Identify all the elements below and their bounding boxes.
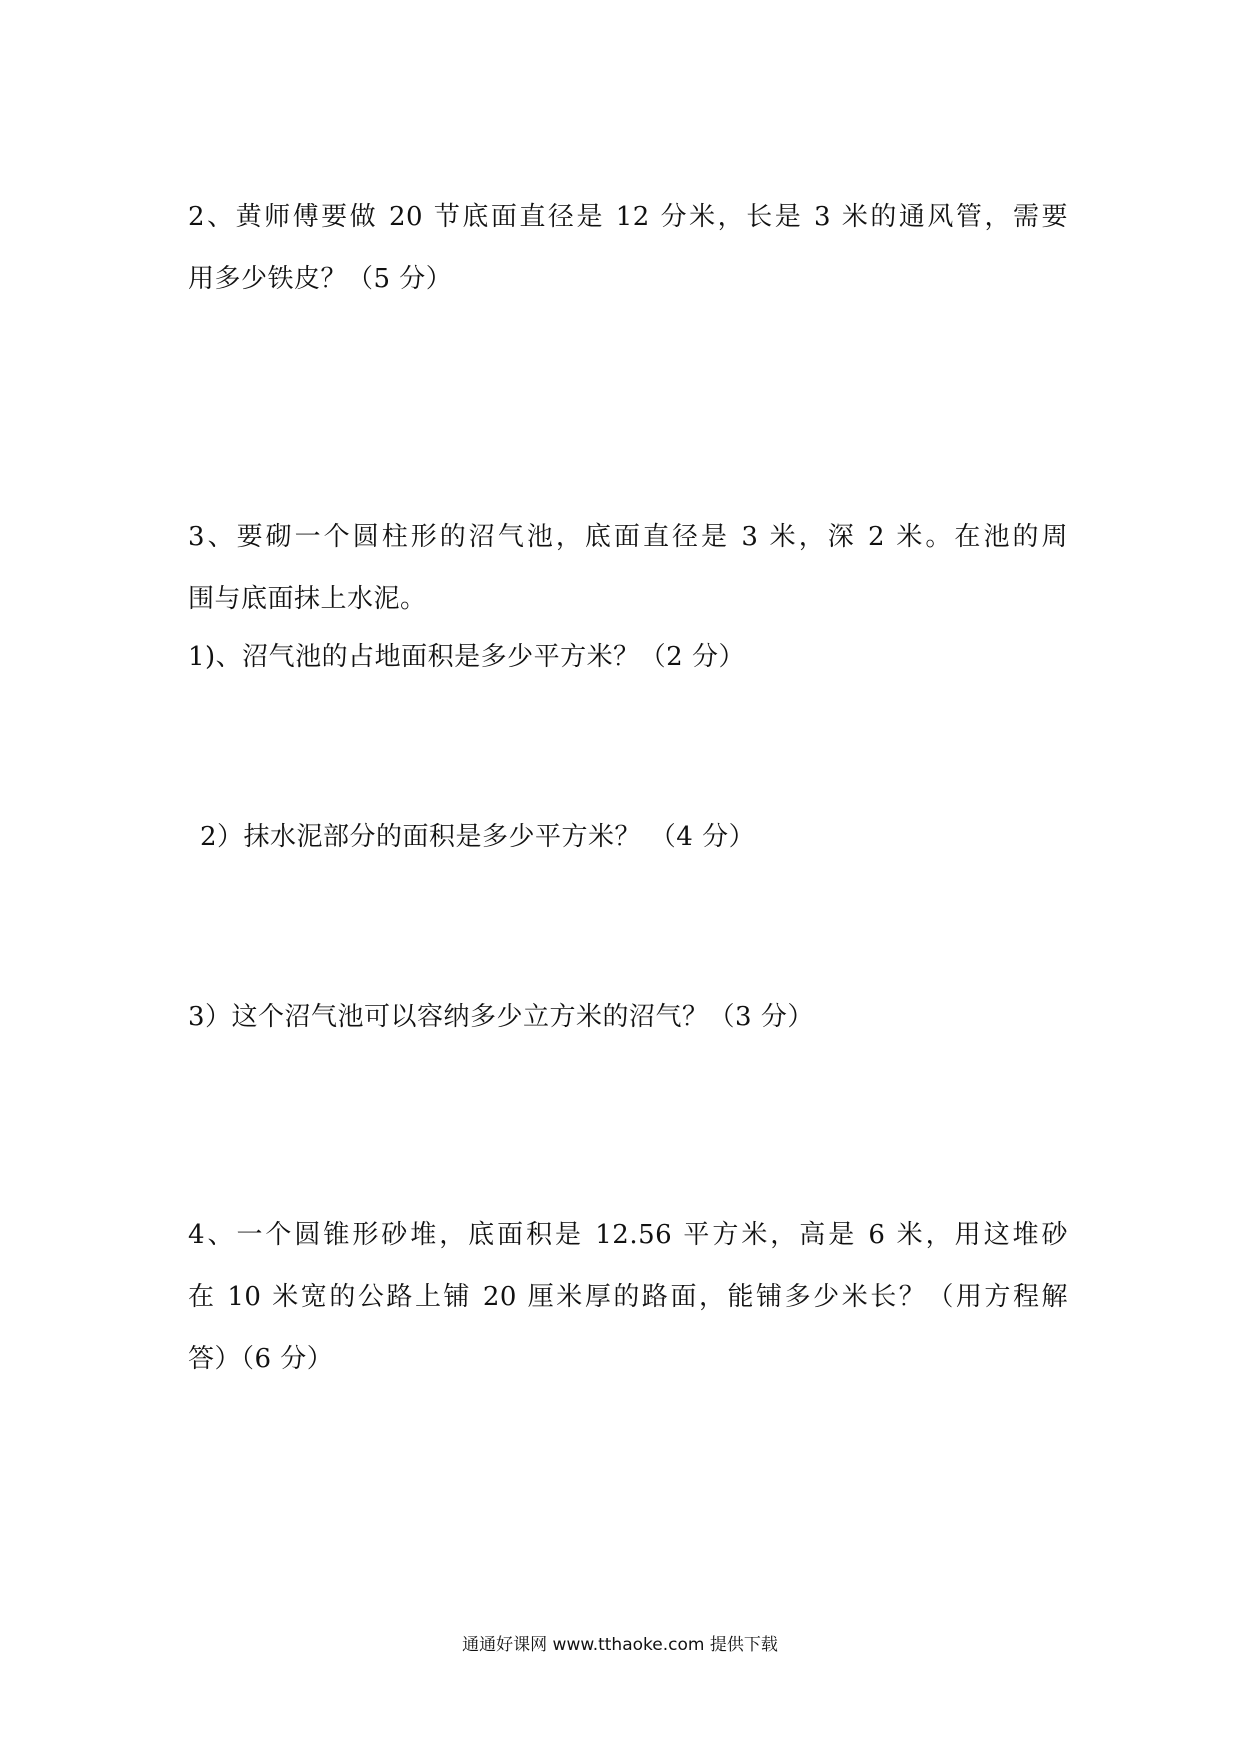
- question-3-sub-2: 2）抹水泥部分的面积是多少平方米？ （4 分）: [200, 822, 756, 852]
- question-3-sub-1: 1)、沼气池的占地面积是多少平方米？（2 分）: [188, 642, 745, 672]
- question-4-line-2: 在 10 米宽的公路上铺 20 厘米厚的路面，能铺多少米长？（用方程解: [188, 1282, 1068, 1312]
- page-footer: 通通好课网 www.tthaoke.com 提供下载: [462, 1635, 778, 1655]
- question-2-line-1: 2、黄师傅要做 20 节底面直径是 12 分米，长是 3 米的通风管，需要: [188, 202, 1068, 232]
- question-3-sub-3: 3）这个沼气池可以容纳多少立方米的沼气？（3 分）: [188, 1002, 814, 1032]
- question-3-line-1: 3、要砌一个圆柱形的沼气池，底面直径是 3 米，深 2 米。在池的周: [188, 522, 1068, 552]
- question-3-line-2: 围与底面抹上水泥。: [188, 584, 427, 614]
- question-4-line-3: 答）（6 分）: [188, 1344, 334, 1374]
- question-4-line-1: 4、一个圆锥形砂堆，底面积是 12.56 平方米，高是 6 米，用这堆砂: [188, 1220, 1068, 1250]
- question-2-line-2: 用多少铁皮？（5 分）: [188, 264, 453, 294]
